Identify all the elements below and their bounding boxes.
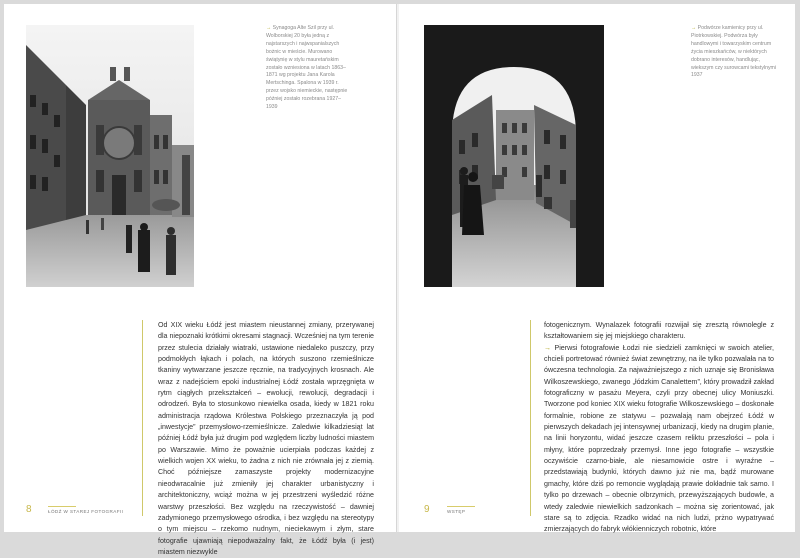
column-rule xyxy=(142,320,143,516)
body-text xyxy=(544,320,774,536)
arrow-right-icon: → xyxy=(544,343,552,352)
courtyard-photo xyxy=(424,25,604,287)
page-number: 8 xyxy=(26,504,32,515)
body-paragraph: Od XIX wieku Łódź jest miastem nieustannej zmiany, przerywanej dla niepoznaki krótkimi okresami stagnacji. Wcześniej na tym terenie przez stulecia działały wiatraki, ustawione niedaleko puszczy, przy podmokłych łąkach i polach, na których suszono rzemieślnicze tkaniny wytwarzane jeszcze ręcznie, na tradycyjnych krosnach. Ale wraz z nadejściem epoki industrialnej Łódź została wprzęgnięta w rytm ciągłych przekształceń – ewolucji, rewolucji, degradacji i odrodzeń. Była to stosunkowo niewielka osada, kiedy w 1821 roku administracja rządowa Królestwa Polskiego przeznaczyła ją pod „inwestycje” przemysłowo-rzemieślnicze. Zaledwie kilkadziesiąt lat później Łódź była już drugim pod względem liczby ludności miastem po Warszawie. Mimo że poważnie ucierpiała podczas każdej z wielkich wojen XX wieku, to żadna z nich nie zrównała jej z ziemią. Choć późniejsze zamaszyste projekty modernizacyjne nieodwracalnie już zmieniły jej charakter urbanistyczny i architektoniczny, wciąż można w jej przestrzeni wyśledzić różne warstwy przeszłości. Bez względu na rzeczywistość – dawniej zadymionego przemysłowego ośrodka, i bez względu na stereotypy o tym miejscu – rzekomo nudnym, nieciekawym i złym, stare fotografie ujawniają niepodważalny fakt, że Łódź była (i jest) miastem niezwykle xyxy=(158,321,374,556)
page-number: 9 xyxy=(424,504,430,515)
photo-caption xyxy=(266,25,352,112)
photo-caption xyxy=(691,25,777,80)
body-text xyxy=(158,320,374,558)
running-head: ŁÓDŹ W STAREJ FOTOGRAFII xyxy=(48,509,124,514)
synagogue-photo xyxy=(26,25,194,287)
left-page xyxy=(4,4,397,556)
right-page xyxy=(399,4,795,532)
arrow-right-icon: → xyxy=(266,25,272,31)
footer-rule xyxy=(48,506,76,507)
running-head: WSTĘP xyxy=(447,509,466,514)
arrow-right-icon: → xyxy=(691,25,697,31)
footer-rule xyxy=(447,506,475,507)
body-paragraph-2-text: Pierwsi fotografowie Łodzi nie siedzieli zamknięci w swoich atelier, chcieli portretować również świat zewnętrzny, na ile tylko pozwalała na to ówczesna technologia. Za najważniejszego z nich uznaje się Bronisława Wilkoszewskiego, zwanego „łódzkim Canalettem”, który prowadził zakład fotograficzny w pasażu Meyera, czyli przy obecnej ulicy Moniuszki. Tworzone pod koniec XIX wieku fotografie Wilkoszewskiego – doskonałe formalnie, robione ze statywu – pozwalają nam obejrzeć Łódź w pierwszych dekadach jej intensywnej urbanizacji, kiedy na drugim planie, na linii horyzontu, widać jeszcze czasem reliktu przeszłości – pola i młyny, które poprzedzały przemysł. Inne jego fotografie – wszystkie oczywiście czarno-białe, ale niesamowicie ostre i wyraźne – przedstawiają budynki, których dawno już nie ma, bądź murowane gmachy, które dziś po remoncie wyglądają prawie dokładnie tak samo. I tylko po drzewach – obecnie olbrzymich, przewyższających budowle, a wtedy zaledwie niewielkich sadzonkach – można się zorientować, jak stare są to zdjęcia. Rzadko widać na nich ludzi, prżno wypatrywać zmierzających do fabryk włókienniczych robotnic, które xyxy=(544,343,774,534)
caption-text: Synagoga Alte Szil przy ul. Wolborskiej 20 była jedną z najstarszych i najwspanialszych bożnic w mieście. Murowano świątynię w stylu mauretańskim zostało wzniesiona w latach 1863–1871 wg projektu Jana Karola Mertschinga. Spalona w 1939 r. przez wojsko niemieckie, następnie później zostało rozebrana 1927–1939 xyxy=(266,25,348,111)
caption-text: Podwórze kamienicy przy ul. Piotrkowskiej. Podwórza były handlowymi i towarzyskim centrum życia mieszkańców, w niektórych dobrano interesów, handlując, wiekszym czy surowcami tekstylnymi 1937 xyxy=(691,25,777,79)
body-paragraph-1: fotogenicznym. Wynalazek fotografii rozwijał się zresztą równolegle z kształtowaniem się jej miejskiego charakteru. xyxy=(544,321,774,341)
column-rule xyxy=(530,320,531,516)
body-paragraph-2 xyxy=(544,343,774,536)
